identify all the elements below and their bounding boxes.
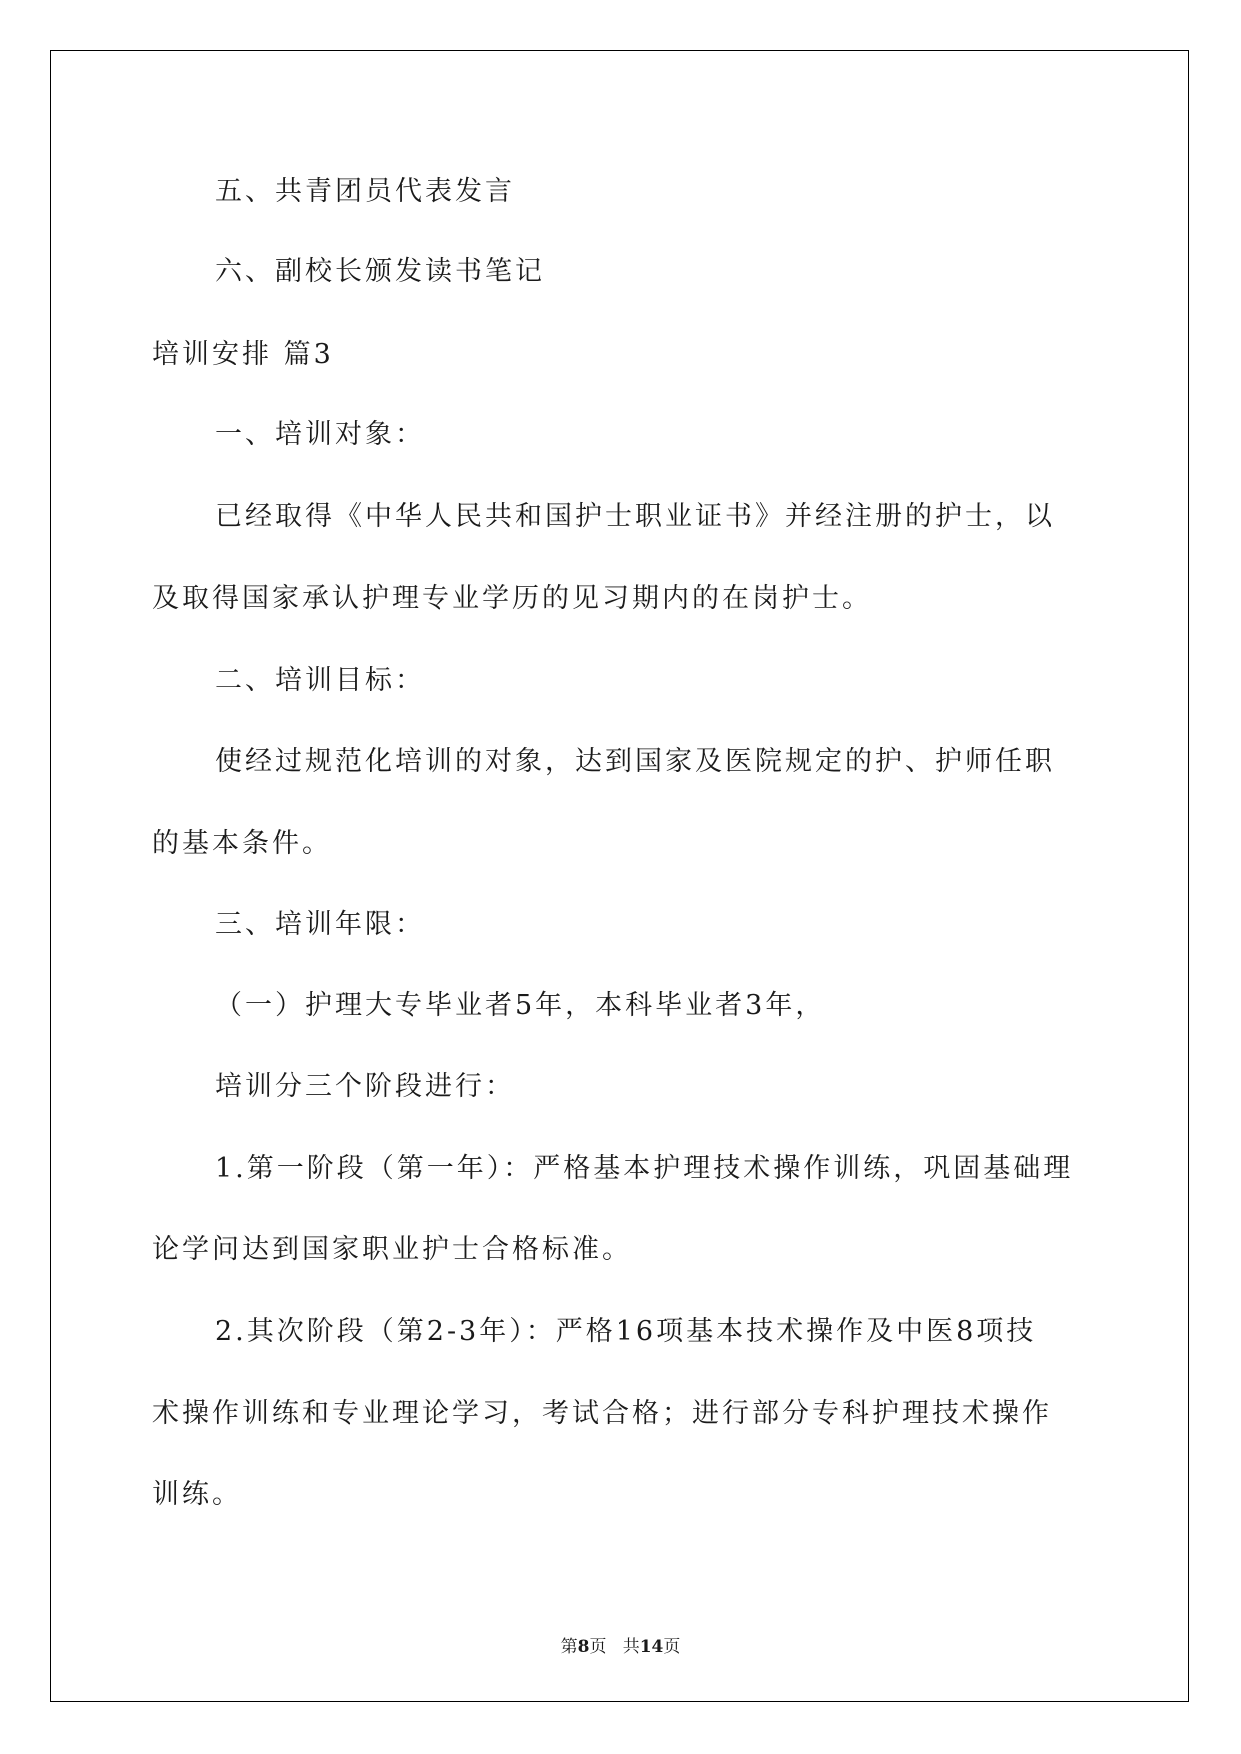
footer-page-number: 8	[577, 1637, 590, 1657]
footer-total-suffix: 页	[663, 1637, 681, 1657]
page-border	[50, 50, 1189, 1702]
text-line-stage-2-c: 训练。	[152, 1479, 242, 1510]
footer-total-prefix: 共	[622, 1637, 640, 1657]
text-line-target-heading: 一、培训对象：	[215, 419, 425, 450]
text-line-stages-intro: 培训分三个阶段进行：	[215, 1071, 515, 1102]
footer-total-number: 14	[639, 1637, 664, 1657]
text-line-target-body-2: 及取得国家承认护理专业学历的见习期内的在岗护士。	[152, 583, 872, 614]
text-line-stage-2-a: 2.其次阶段（第2-3年）：严格16项基本技术操作及中医8项技	[215, 1316, 1037, 1347]
text-line-goal-body-1: 使经过规范化培训的对象，达到国家及医院规定的护、护师任职	[215, 746, 1055, 777]
footer-page-prefix: 第	[560, 1637, 578, 1657]
text-line-stage-1-a: 1.第一阶段（第一年）：严格基本护理技术操作训练，巩固基础理	[215, 1153, 1074, 1184]
text-line-goal-body-2: 的基本条件。	[152, 828, 332, 859]
page-footer	[0, 1632, 1241, 1657]
text-line-agenda-5: 五、共青团员代表发言	[215, 176, 515, 207]
text-line-duration-heading: 三、培训年限：	[215, 909, 425, 940]
text-line-stage-2-b: 术操作训练和专业理论学习，考试合格；进行部分专科护理技术操作	[152, 1398, 1052, 1429]
footer-page-suffix: 页	[589, 1637, 607, 1657]
text-line-duration-body: （一）护理大专毕业者5年，本科毕业者3年，	[215, 990, 826, 1021]
text-line-goal-heading: 二、培训目标：	[215, 665, 425, 696]
section-heading: 培训安排 篇3	[152, 339, 334, 370]
text-line-stage-1-b: 论学问达到国家职业护士合格标准。	[152, 1234, 632, 1265]
text-line-target-body-1: 已经取得《中华人民共和国护士职业证书》并经注册的护士，以	[215, 501, 1055, 532]
text-line-agenda-6: 六、副校长颁发读书笔记	[215, 256, 545, 287]
